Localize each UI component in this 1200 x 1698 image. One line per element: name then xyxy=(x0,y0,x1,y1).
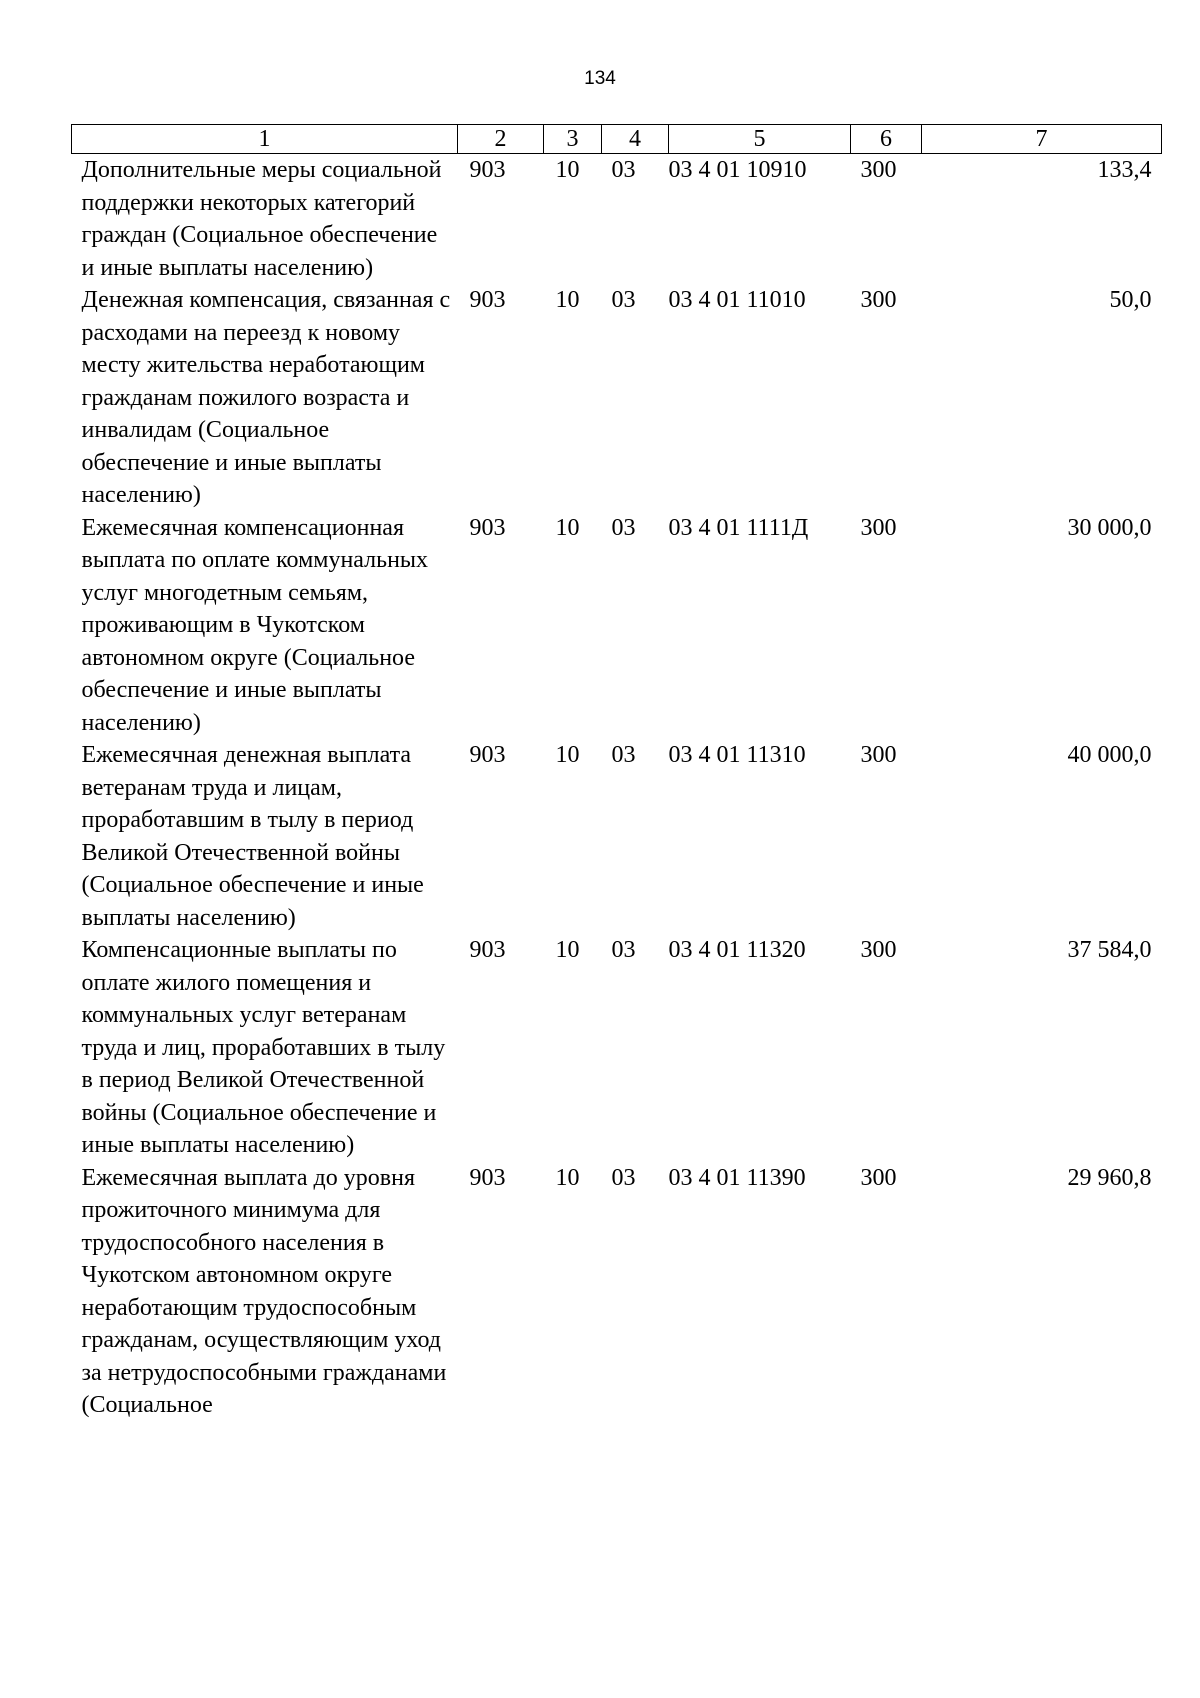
table-row xyxy=(72,512,1162,740)
row-name: Ежемесячная денежная выплата ветеранам труда и лицам, проработавшим в тылу в период Великой Отечественной войны (Социальное обеспечение и иные выплаты населению) xyxy=(81,742,424,931)
row-name: Дополнительные меры социальной поддержки некоторых категорий граждан (Социальное обеспечение и иные выплаты населению) xyxy=(81,157,442,281)
row-expense-type: 300 xyxy=(860,157,897,183)
row-subsection-code: 03 xyxy=(611,742,636,768)
row-subsection-code: 03 xyxy=(611,937,636,963)
row-amount: 30 000,0 xyxy=(1067,514,1152,541)
row-chapter-code: 903 xyxy=(469,937,506,963)
row-amount: 29 960,8 xyxy=(1067,1164,1152,1191)
row-name: Ежемесячная выплата до уровня прожиточного минимума для трудоспособного населения в Чукотском автономном округе неработающим трудоспособным гражданам, осуществляющим уход за нетрудоспособными гражданами (Социальное xyxy=(81,1164,447,1418)
row-article-code: 03 4 01 11320 xyxy=(668,937,806,963)
header-col-5: 5 xyxy=(669,125,851,154)
row-expense-type: 300 xyxy=(860,742,897,768)
row-section-code: 10 xyxy=(555,1164,580,1191)
row-article-code: 03 4 01 11010 xyxy=(668,287,806,313)
row-article-code: 03 4 01 11310 xyxy=(668,742,806,768)
table-row xyxy=(72,934,1162,1162)
row-article-code: 03 4 01 10910 xyxy=(668,157,807,183)
row-expense-type: 300 xyxy=(860,937,897,963)
table-body xyxy=(72,154,1162,1422)
table-row xyxy=(72,284,1162,512)
row-article-code: 03 4 01 1111Д xyxy=(668,514,809,541)
header-col-2: 2 xyxy=(458,125,544,154)
table-row xyxy=(72,739,1162,934)
table-header xyxy=(72,125,1162,154)
header-col-6: 6 xyxy=(851,125,922,154)
table-row xyxy=(72,154,1162,285)
table-row xyxy=(72,1162,1162,1422)
row-chapter-code: 903 xyxy=(469,157,506,183)
row-name: Денежная компенсация, связанная с расходами на переезд к новому месту жительства неработающим гражданам пожилого возраста и инвалидам (Социальное обеспечение и иные выплаты населению) xyxy=(81,287,451,508)
row-section-code: 10 xyxy=(555,157,580,183)
row-subsection-code: 03 xyxy=(611,1164,636,1191)
row-name: Ежемесячная компенсационная выплата по оплате коммунальных услуг многодетным семьям, проживающим в Чукотском автономном округе (Социальное обеспечение и иные выплаты населению) xyxy=(81,514,429,736)
row-chapter-code: 903 xyxy=(469,514,506,541)
header-row xyxy=(72,125,1162,154)
row-section-code: 10 xyxy=(555,287,580,313)
header-col-1: 1 xyxy=(72,125,458,154)
header-col-7: 7 xyxy=(922,125,1162,154)
row-expense-type: 300 xyxy=(860,514,897,541)
row-amount: 40 000,0 xyxy=(1067,742,1152,768)
row-name: Компенсационные выплаты по оплате жилого помещения и коммунальных услуг ветеранам труда и лиц, проработавших в тылу в период Великой Отечественной войны (Социальное обеспечение и иные выплаты населению) xyxy=(81,937,446,1158)
row-section-code: 10 xyxy=(555,937,580,963)
row-section-code: 10 xyxy=(555,742,580,768)
row-amount: 37 584,0 xyxy=(1067,937,1152,963)
row-chapter-code: 903 xyxy=(469,742,506,768)
budget-table xyxy=(71,124,1162,1422)
row-article-code: 03 4 01 11390 xyxy=(668,1164,806,1191)
row-chapter-code: 903 xyxy=(469,1164,506,1191)
header-col-4: 4 xyxy=(602,125,669,154)
row-amount: 50,0 xyxy=(1109,287,1152,313)
row-chapter-code: 903 xyxy=(469,287,506,313)
header-col-3: 3 xyxy=(544,125,602,154)
row-subsection-code: 03 xyxy=(611,514,636,541)
row-section-code: 10 xyxy=(555,514,580,541)
page-number: 134 xyxy=(584,68,616,89)
row-expense-type: 300 xyxy=(860,287,897,313)
row-expense-type: 300 xyxy=(860,1164,897,1191)
row-subsection-code: 03 xyxy=(611,157,636,183)
row-amount: 133,4 xyxy=(1097,157,1152,183)
row-subsection-code: 03 xyxy=(611,287,636,313)
